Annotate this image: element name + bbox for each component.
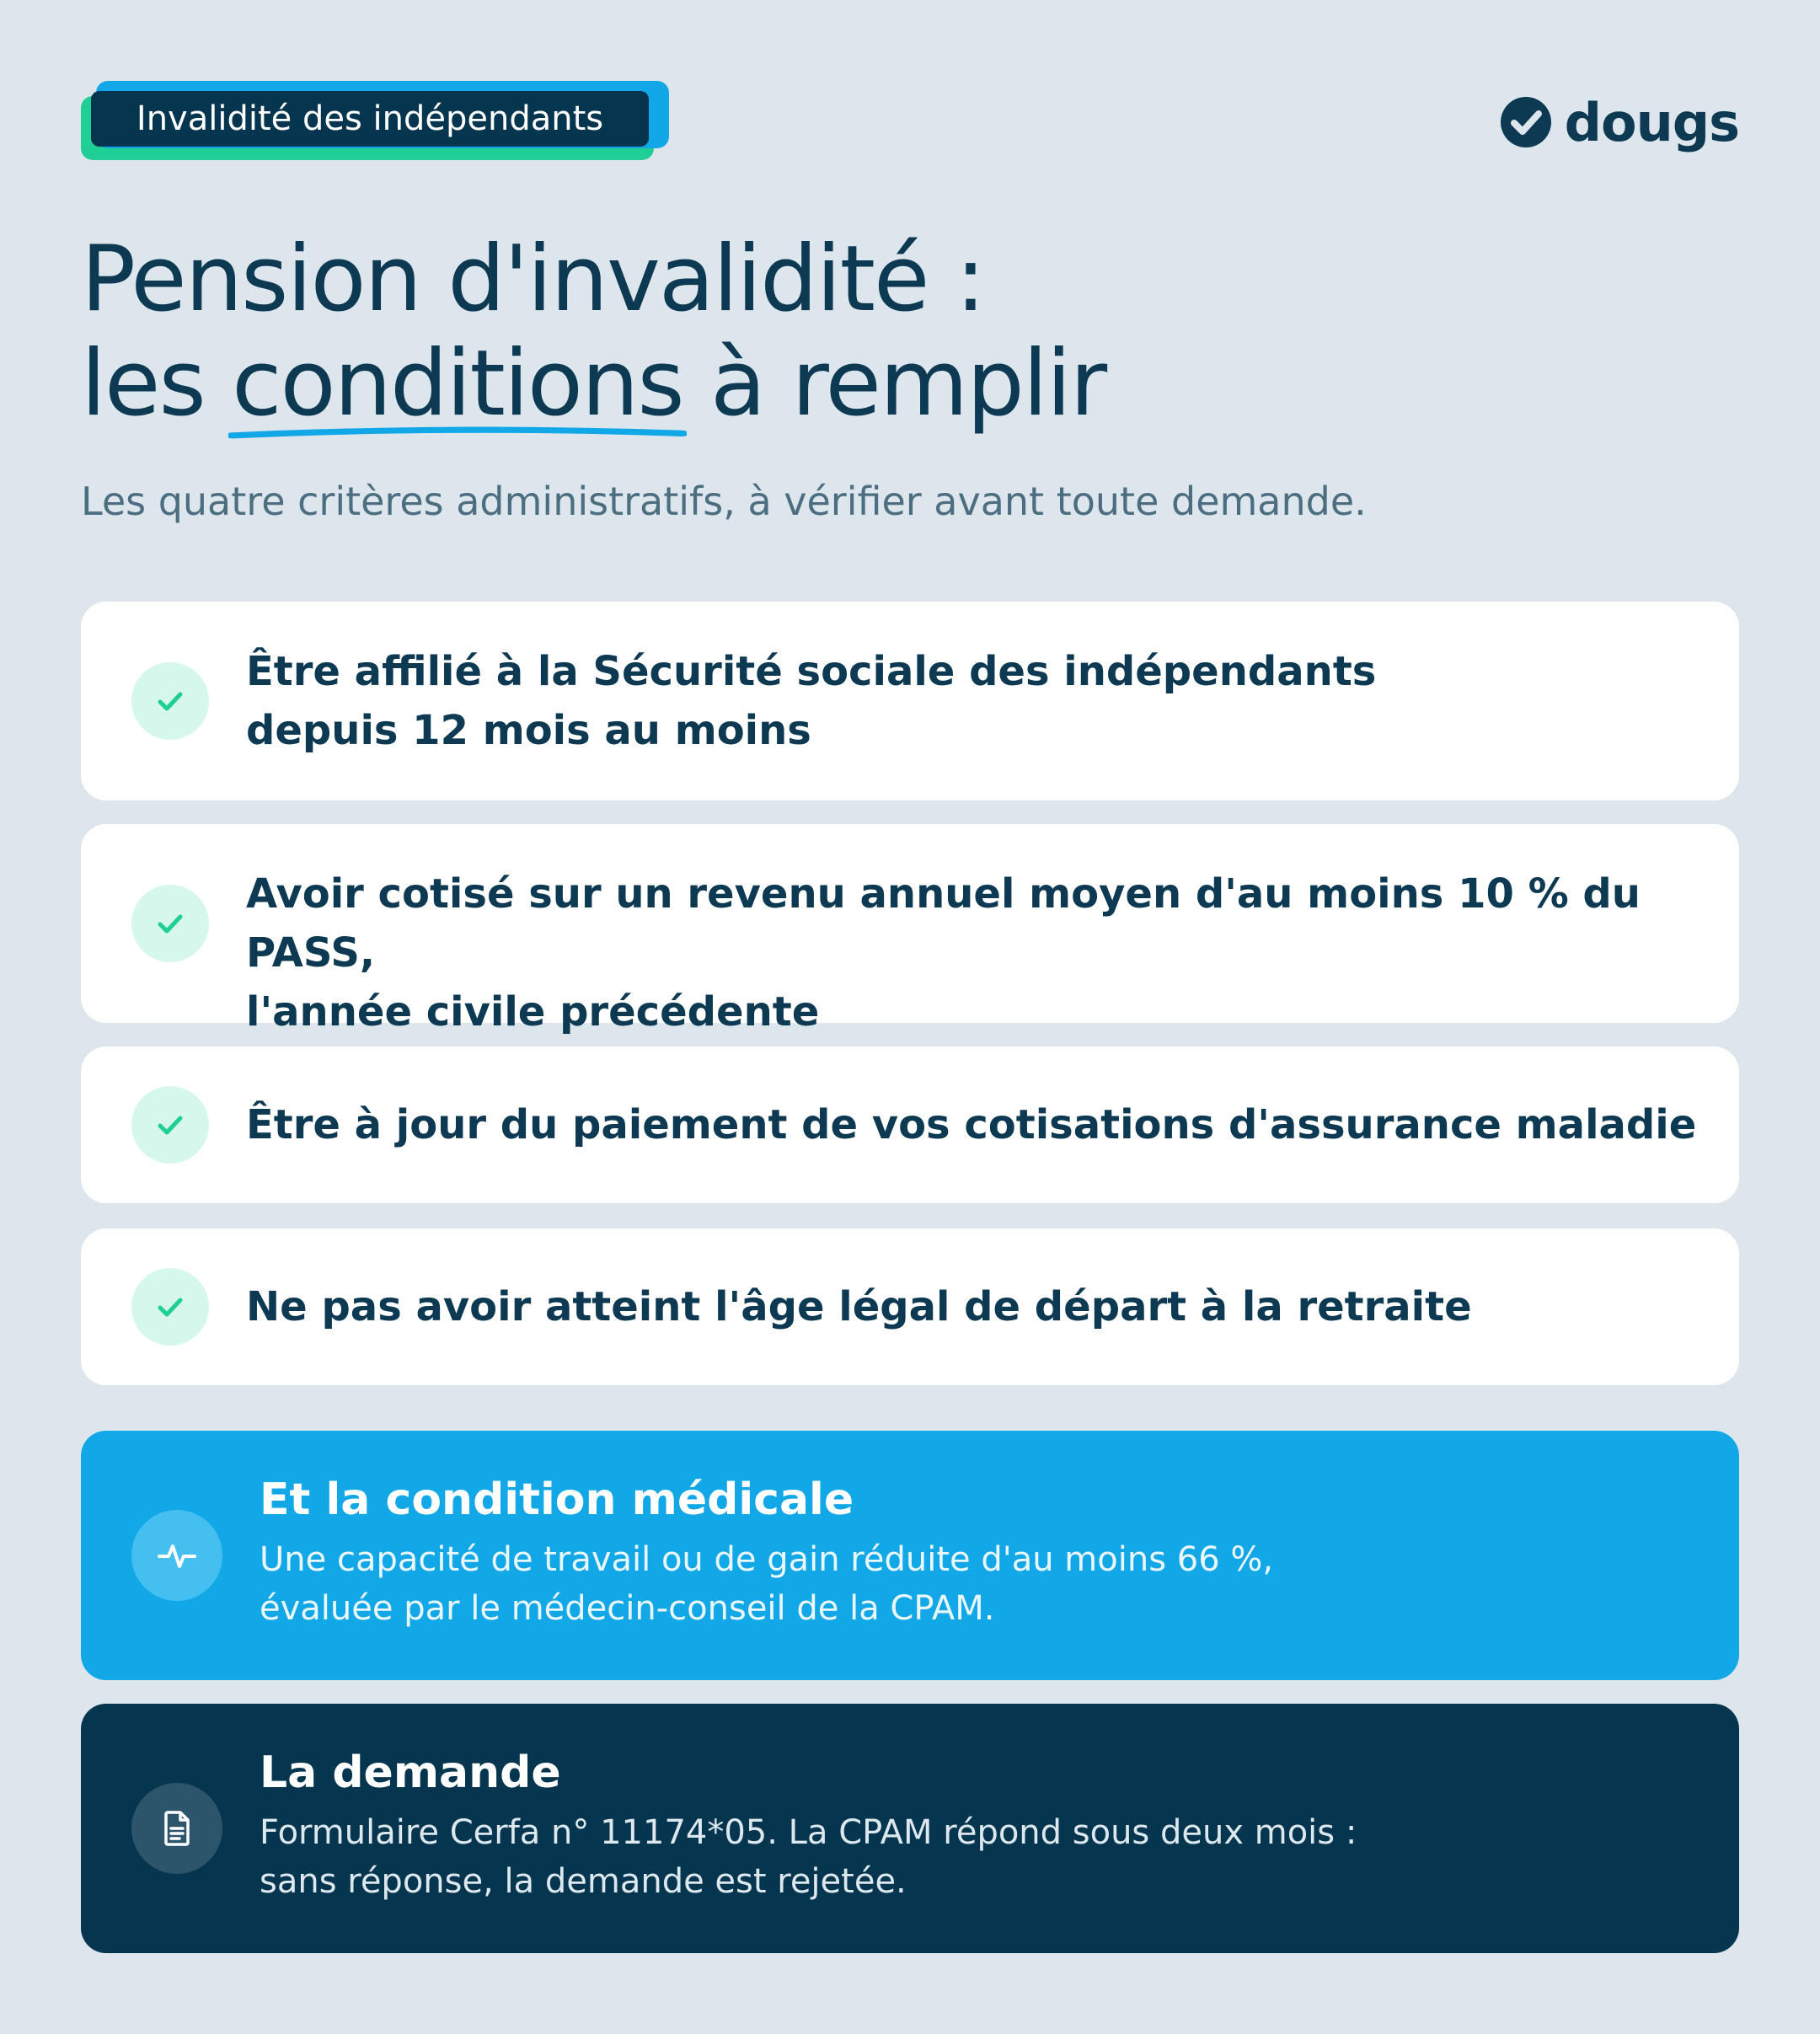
criterion-line: Avoir cotisé sur un revenu annuel moyen d'au moins 10 % du PASS, <box>246 870 1641 977</box>
criterion-line: l'année civile précédente <box>246 988 820 1036</box>
check-circle-icon <box>1499 95 1553 149</box>
medical-condition-panel <box>81 1431 1739 1680</box>
check-icon <box>153 907 187 940</box>
criterion-card <box>81 602 1739 800</box>
criterion-line: depuis 12 mois au moins <box>246 707 811 754</box>
criterion-text <box>246 1277 1472 1336</box>
criterion-text <box>246 642 1376 760</box>
criterion-text <box>246 1095 1696 1154</box>
request-description-1: Formulaire Cerfa n° 11174*05. La CPAM répond sous deux mois : <box>260 1813 1357 1852</box>
criterion-line: Être affilié à la Sécurité sociale des indépendants <box>246 648 1377 695</box>
criterion-text <box>246 864 1739 1041</box>
check-icon <box>153 684 187 718</box>
medical-icon-badge <box>131 1510 222 1601</box>
title-pre: les <box>81 331 233 436</box>
category-tag <box>81 81 669 162</box>
request-description-2: sans réponse, la demande est rejetée. <box>260 1862 907 1901</box>
title-post: à remplir <box>682 331 1106 436</box>
request-panel <box>81 1704 1739 1953</box>
brand-logo <box>1499 89 1739 155</box>
title-highlight-wrap <box>232 332 683 436</box>
medical-description-2: évaluée par le médecin-conseil de la CPAM. <box>260 1589 995 1628</box>
tag-label: Invalidité des indépendants <box>91 91 649 147</box>
check-badge <box>131 1086 209 1164</box>
document-icon <box>156 1807 198 1849</box>
criterion-card <box>81 1228 1739 1385</box>
check-badge <box>131 885 209 962</box>
check-badge <box>131 1268 209 1346</box>
criterion-line: Être à jour du paiement de vos cotisations d'assurance maladie <box>246 1101 1697 1148</box>
request-title: La demande <box>260 1748 561 1798</box>
medical-title: Et la condition médicale <box>260 1475 854 1525</box>
title-line-1: Pension d'invalidité : <box>81 227 985 332</box>
request-icon-badge <box>131 1783 222 1874</box>
page-title <box>81 227 1105 436</box>
check-badge <box>131 662 209 740</box>
title-highlight: conditions <box>232 331 683 436</box>
check-icon <box>153 1290 187 1324</box>
criterion-card <box>81 1046 1739 1203</box>
criterion-line: Ne pas avoir atteint l'âge légal de départ à la retraite <box>246 1283 1472 1330</box>
pulse-icon <box>156 1534 198 1576</box>
underline-swoosh <box>228 421 687 442</box>
criterion-card <box>81 824 1739 1036</box>
page-subtitle: Les quatre critères administratifs, à vérifier avant toute demande. <box>81 479 1367 524</box>
medical-description-1: Une capacité de travail ou de gain réduite d'au moins 66 %, <box>260 1540 1274 1579</box>
brand-name: dougs <box>1564 91 1739 153</box>
check-icon <box>153 1108 187 1142</box>
